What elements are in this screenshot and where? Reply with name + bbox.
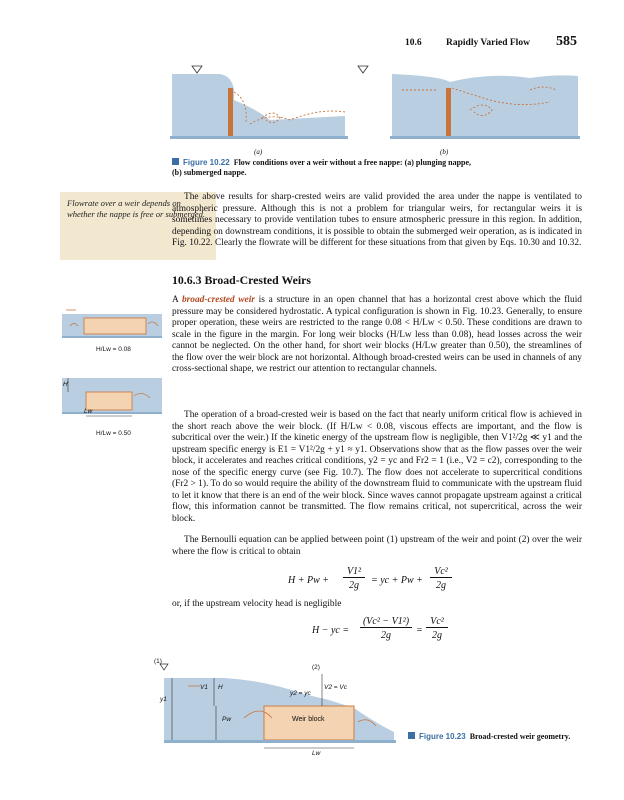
equation-bernoulli: H + Pw + V1² 2g = yc + Pw + Vc² 2g [288,566,458,594]
caption-square-icon [172,158,179,165]
section-heading: 10.6.3 Broad-Crested Weirs [172,273,311,287]
page-number: 585 [556,34,577,49]
fig23-lw: Lw [312,750,321,757]
paragraph-1: The above results for sharp-crested weirs are valid provided the area under the nappe is ventilated to atmospheric pressure. Although this is not a problem for triangular weirs, for rectangular weirs it is sometimes necessary to provide ventilation tubes to ensure atmospheric pressure in this region. In addition, depending on downstream conditions, it is possible to obtain the submerged weir operation, as is indicated in Fig. 10.22. Clearly the flowrate will be different for these situations from that given by Eqs. 10.30 and 10.32. [172,192,582,248]
fig23-y1: y1 [160,696,167,703]
figure-23-label: Figure 10.23 [419,732,466,741]
margin-note-text: Flowrate over a weir depends on whether the nappe is free or submerged. [67,198,206,219]
figure-22-caption-block [172,158,482,178]
fig23-point2: (2) [312,664,320,671]
fig23-v2: V2 = Vc [324,684,347,691]
figure-23-caption: Broad-crested weir geometry. [469,732,571,741]
caption-square-icon [408,732,415,739]
figure-10-23-diagram [154,660,400,760]
fig23-pw: Pw [222,716,232,723]
margin-fig-h-label: H [63,381,68,388]
figure-23-caption-block [408,732,583,742]
equation-critical: H − yc = (Vc² − V1²) 2g = Vc² 2g [312,616,452,644]
paragraph-4: The Bernoulli equation can be applied between point (1) upstream of the weir and point (2) over the weir where the flow is critical to obtain [172,535,582,557]
figure-22a-sublabel: (a) [254,148,263,156]
paragraph-5: or, if the upstream velocity head is negligible [172,599,342,609]
fig23-weir-block-label: Weir block [292,716,325,723]
figure-22b-sublabel: (b) [440,148,449,156]
paragraph-3: The operation of a broad-crested weir is based on the fact that nearly uniform critical flow is achieved in the short reach above the weir block. (If H/Lw < 0.08, viscous effects are important, and the flow is subcritical over the weir.) If the kinetic energy of the upstream flow is negligible, then V1²/2g ≪ y1 and the upstream specific energy is E1 = V1²/2g + y1 ≈ y1. Observations show that as the flow passes over the weir block, it accelerates and reaches critical conditions, y2 = yc and Fr2 = 1 (i.e., V2 = c2), corresponding to the nose of the specific energy curve (see Fig. 10.7). The flow does not accelerate to supercritical conditions (Fr2 > 1). To do so would require the ability of the downstream fluid to communicate with the upstream fluid to let it know that there is an end of the weir block. Since waves cannot propagate upstream against a critical flow, this information cannot be transmitted. The flow remains critical, not supercritical, across the weir block. [172,410,582,524]
figure-22b-submerged-nappe [358,66,580,139]
margin-figure-long-weir [62,300,162,345]
fig23-y2: y2 = yc [290,690,311,697]
fig23-point1: (1) [154,658,162,665]
header-section-number: 10.6 [405,38,422,48]
figure-22-label: Figure 10.22 [183,158,230,167]
figure-22-caption: Flow conditions over a weir without a free nappe: (a) plunging nappe, (b) submerged nappe. [172,158,472,177]
margin-figure-short-weir [62,372,162,424]
figure-10-22-diagrams [170,60,580,148]
fig23-v1: V1 [200,684,208,691]
figure-22a-plunging-nappe [170,66,348,139]
margin-fig-lw-label: Lw [84,408,93,415]
margin-ratio-008: H/Lw = 0.08 [96,346,131,353]
margin-ratio-050: H/Lw = 0.50 [96,430,131,437]
fig23-h: H [218,684,223,691]
paragraph-2: A broad-crested weir is a structure in an open channel that has a horizontal crest above which the fluid pressure may be considered hydrostatic. A typical configuration is shown in Fig. 10.23. Generally, to ensure proper operation, these weirs are restricted to the range 0.08 < H/Lw < 0.50. These conditions are drawn to scale in the figure in the margin. For long weir blocks (H/Lw less than 0.08), head losses across the weir cannot be neglected. On the other hand, for short weir blocks (H/Lw greater than 0.50), the streamlines of the flow over the weir block are not horizontal. Although broad-crested weirs can be used in channels of any cross-sectional shape, we restrict our attention to rectangular channels. [172,295,582,374]
header-chapter-title: Rapidly Varied Flow [446,38,530,48]
term-broad-crested-weir: broad-crested weir [181,295,255,305]
